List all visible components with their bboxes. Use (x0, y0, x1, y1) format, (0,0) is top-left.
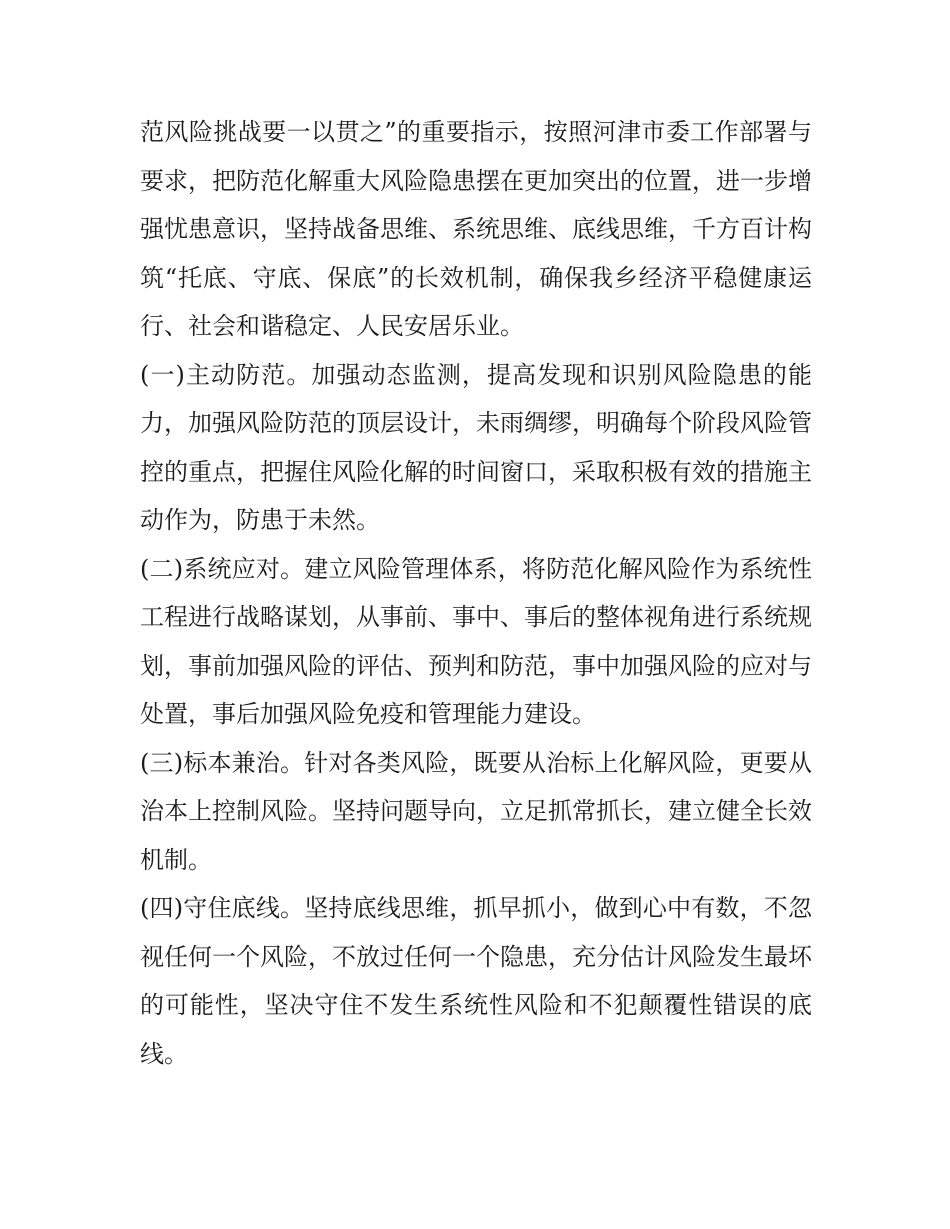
document-body (140, 108, 812, 1078)
paragraph-proactive-prevention: (一)主动防范。加强动态监测，提高发现和识别风险隐患的能力，加强风险防范的顶层设计，未雨绸缪，明确每个阶段风险管控的重点，把握住风险化解的时间窗口，采取积极有效的措施主动作为，防患于未然。 (140, 360, 812, 534)
paragraph-systematic-response: (二)系统应对。建立风险管理体系，将防范化解风险作为系统性工程进行战略谋划，从事前、事中、事后的整体视角进行系统规划，事前加强风险的评估、预判和防范，事中加强风险的应对与处置，事后加强风险免疫和管理能力建设。 (140, 554, 812, 728)
paragraph-intro: 范风险挑战要一以贯之”的重要指示，按照河津市委工作部署与要求，把防范化解重大风险隐患摆在更加突出的位置，进一步增强忧患意识，坚持战备思维、系统思维、底线思维，千方百计构筑“托底、守底、保底”的长效机制，确保我乡经济平稳健康运行、社会和谐稳定、人民安居乐业。 (140, 118, 812, 340)
paragraph-hold-bottom-line: (四)守住底线。坚持底线思维，抓早抓小，做到心中有数，不忽视任何一个风险，不放过任何一个隐患，充分估计风险发生最坏的可能性，坚决守住不发生系统性风险和不犯颠覆性错误的底线。 (140, 894, 812, 1068)
paragraph-root-and-symptom: (三)标本兼治。针对各类风险，既要从治标上化解风险，更要从治本上控制风险。坚持问题导向，立足抓常抓长，建立健全长效机制。 (140, 748, 812, 874)
